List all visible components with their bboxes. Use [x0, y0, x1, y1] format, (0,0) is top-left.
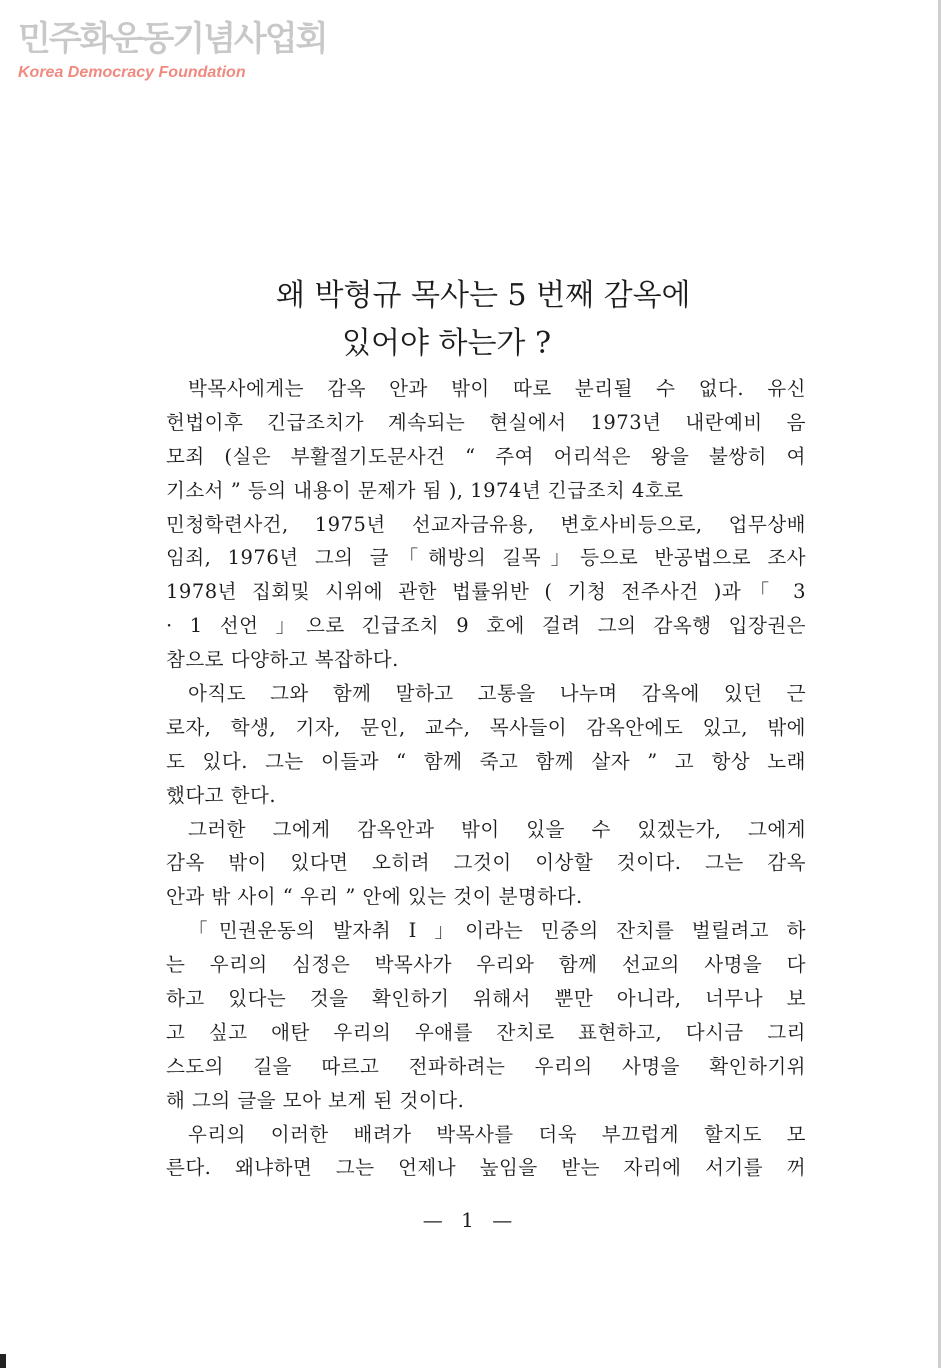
text-line: 아직도 그와 함께 말하고 고통을 나누며 감옥에 있던 근 — [188, 682, 806, 706]
text-line: 로자, 학생, 기자, 문인, 교수, 목사들이 감옥안에도 있고, 밖에 — [166, 715, 806, 739]
text-line: 안과 밖 사이 “ 우리 ” 안에 있는 것이 분명하다. — [166, 885, 583, 909]
text-line: 1978년 집회및 시위에 관한 법률위반 ( 기청 전주사건 )과「 3 — [166, 580, 806, 604]
scan-corner-mark — [0, 1354, 6, 1368]
text-line: 박목사에게는 감옥 안과 밖이 따로 분리될 수 없다. 유신 — [188, 377, 806, 400]
text-line: 기소서 ” 등의 내용이 문제가 됨 ), 1974년 긴급조치 4호로 — [166, 478, 684, 502]
text-line: 해 그의 글을 모아 보게 된 것이다. — [166, 1088, 465, 1112]
text-line: 헌법이후 긴급조치가 계속되는 현실에서 1973년 내란예비 음 — [166, 410, 806, 434]
watermark-english: Korea Democracy Foundation — [18, 64, 246, 81]
text-line: 임죄, 1976년 그의 글「해방의 길목」등으로 반공법으로 조사 — [166, 546, 806, 570]
watermark-korean: 민주화운동기념사업회 — [18, 19, 327, 59]
text-line: 「민권운동의 발자취 I 」이라는 민중의 잔치를 벌릴려고 하 — [188, 919, 806, 943]
text-line: 도 있다. 그는 이들과 “ 함께 죽고 함께 살자 ” 고 항상 노래 — [166, 749, 806, 773]
page-title-line-1: 왜 박형규 목사는 5 번째 감옥에 — [276, 278, 691, 313]
watermark — [18, 18, 326, 82]
text-line: 고 싶고 애탄 우리의 우애를 잔치로 표현하고, 다시금 그리 — [166, 1020, 806, 1044]
text-line: 우리의 이러한 배려가 박목사를 더욱 부끄럽게 할지도 모 — [188, 1122, 806, 1146]
text-line: 그러한 그에게 감옥안과 밖이 있을 수 있겠는가, 그에게 — [188, 817, 806, 841]
text-line: 하고 있다는 것을 확인하기 위해서 뿐만 아니라, 너무나 보 — [166, 987, 806, 1011]
text-line: 는 우리의 심정은 박목사가 우리와 함께 선교의 사명을 다 — [166, 953, 806, 977]
text-line: 모죄 (실은 부활절기도문사건 “ 주여 어리석은 왕을 불쌍히 여 — [166, 444, 806, 468]
text-line: 참으로 다양하고 복잡하다. — [166, 648, 399, 672]
page-number: — 1 — — [422, 1208, 519, 1232]
text-line: 스도의 길을 따르고 전파하려는 우리의 사명을 확인하기위 — [166, 1054, 806, 1078]
text-line: · 1 선언 」으로 긴급조치 9 호에 걸려 그의 감옥행 입장권은 — [166, 614, 806, 638]
text-line: 감옥 밖이 있다면 오히려 그것이 이상할 것이다. 그는 감옥 — [166, 851, 806, 875]
text-line: 민청학련사건, 1975년 선교자금유용, 변호사비등으로, 업무상배 — [166, 512, 806, 536]
text-line: 했다고 한다. — [166, 783, 277, 807]
body-text — [166, 372, 806, 1185]
page-title-line-2: 있어야 하는가 ? — [342, 326, 552, 361]
text-line: 른다. 왜냐하면 그는 언제나 높임을 받는 자리에 서기를 꺼 — [166, 1156, 806, 1180]
